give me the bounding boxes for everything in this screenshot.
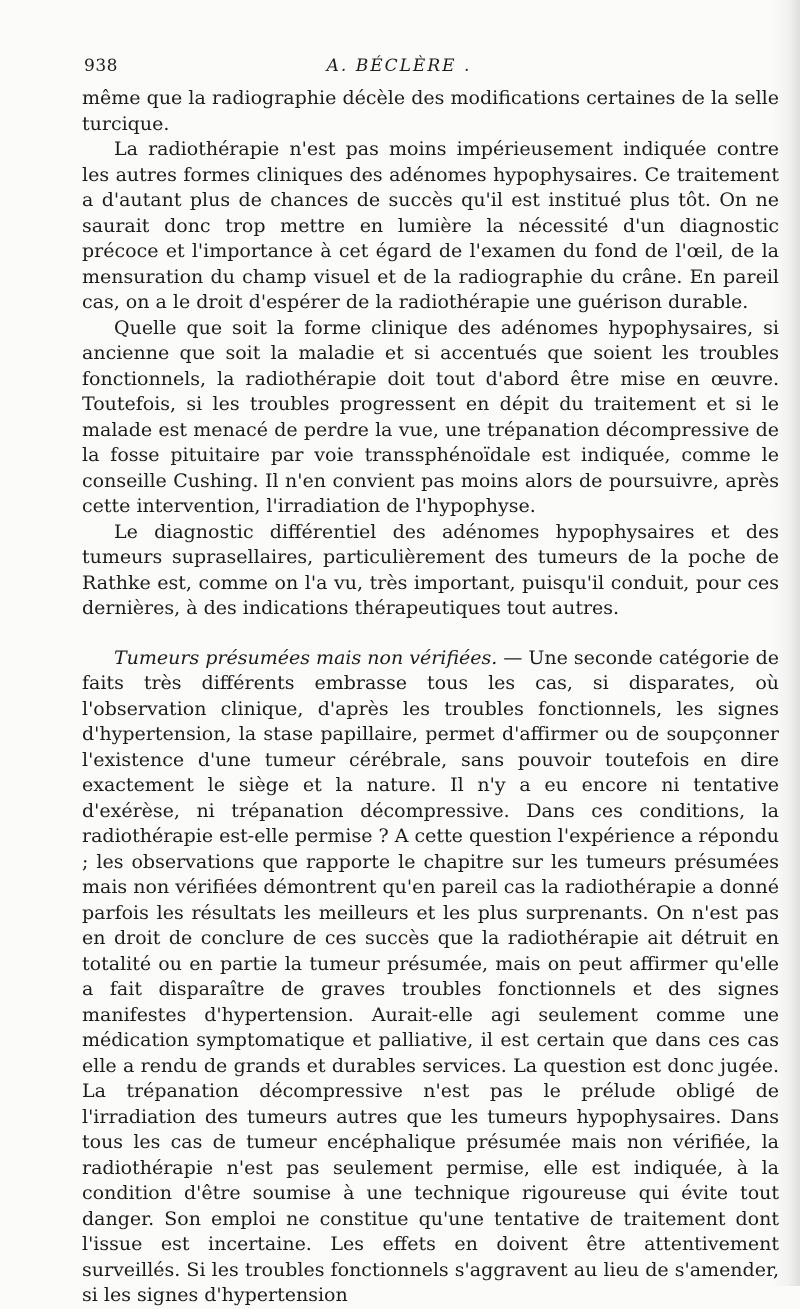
page-number: 938 (84, 56, 118, 76)
page-header (84, 56, 714, 80)
section-text: — Une seconde catégorie de faits très différents embrasse tous les cas, si disparates, où l'observation clinique, d'après les troubles fonctionnels, les signes d'hypertension, la stase papillaire, permet d'affirmer ou de soupçonner l'existence d'une tumeur cérébrale, sans pouvoir toutefois en dire exactement le siège et la nature. Il n'y a eu encore ni tentative d'exérèse, ni trépanation décompressive. Dans ces conditions, la radiothérapie est-elle permise ? A cette question l'expérience a répondu ; les observations que rapporte le chapitre sur les tumeurs présumées mais non vérifiées démontrent qu'en pareil cas la radiothérapie a donné parfois les résultats les meilleurs et les plus surprenants. On n'est pas en droit de conclure de ces succès que la radiothérapie ait détruit en totalité ou en partie la tumeur présumée, mais on peut affirmer qu'elle a fait disparaître de graves troubles fonctionnels et des signes manifestes d'hypertension. Aurait-elle agi seulement comme une médication symptomatique et palliative, il est certain que dans ces cas elle a rendu de grands et durables services. La question est donc jugée. La trépanation décompressive n'est pas le prélude obligé de l'irradiation des tumeurs autres que les tumeurs hypophysaires. Dans tous les cas de tumeur encéphalique présumée mais non vérifiée, la radiothérapie n'est pas seulement permise, elle est indiquée, à la condition d'être soumise à une technique rigoureuse qui évite tout danger. Son emploi ne constitue qu'une tentative de traitement dont l'issue est incertaine. Les effets en doivent être attentivement surveillés. Si les troubles fonctionnels s'aggravent au lieu de s'amender, si les signes d'hypertension (82, 646, 779, 1306)
paragraph-radiotherapy-indication: La radiothérapie n'est pas moins impérieusement indiquée contre les autres formes cliniques des adénomes hypophysaires. Ce traitement a d'autant plus de chances de succès qu'il est institué plus tôt. On ne saurait donc trop mettre en lumière la nécessité d'un diagnostic précoce et l'importance à cet égard de l'examen du fond de l'œil, de la mensuration du champ visuel et de la radiographie du crâne. En pareil cas, on a le droit d'espérer de la radiothérapie une guérison durable. (82, 138, 779, 313)
paragraph-continuation: même que la radiographie décèle des modifications certaines de la selle turcique. (82, 87, 779, 135)
running-head: A. BÉCLÈRE . (326, 56, 472, 76)
paragraph-clinical-forms: Quelle que soit la forme clinique des adénomes hypophysaires, si ancienne que soit la maladie et si accentués que soient les troubles fonctionnels, la radiothérapie doit tout d'abord être mise en œuvre. Toutefois, si les troubles progressent en dépit du traitement et si le malade est menacé de perdre la vue, une trépanation décompressive de la fosse pituitaire par voie transsphénoïdale est indiquée, comme le conseille Cushing. Il n'en convient pas moins alors de poursuivre, après cette intervention, l'irradiation de l'hypophyse. (82, 316, 779, 517)
paragraph-differential-diagnosis: Le diagnostic différentiel des adénomes hypophysaires et des tumeurs suprasellaires, particulièrement des tumeurs de la poche de Rathke est, comme on l'a vu, très important, puisqu'il conduit, pour ces dernières, à des indications thérapeutiques tout autres. (82, 520, 779, 619)
section-title: Tumeurs présumées mais non vérifiées. (114, 646, 498, 669)
paragraph-presumed-tumors (82, 646, 779, 1309)
body-text (82, 86, 779, 1309)
